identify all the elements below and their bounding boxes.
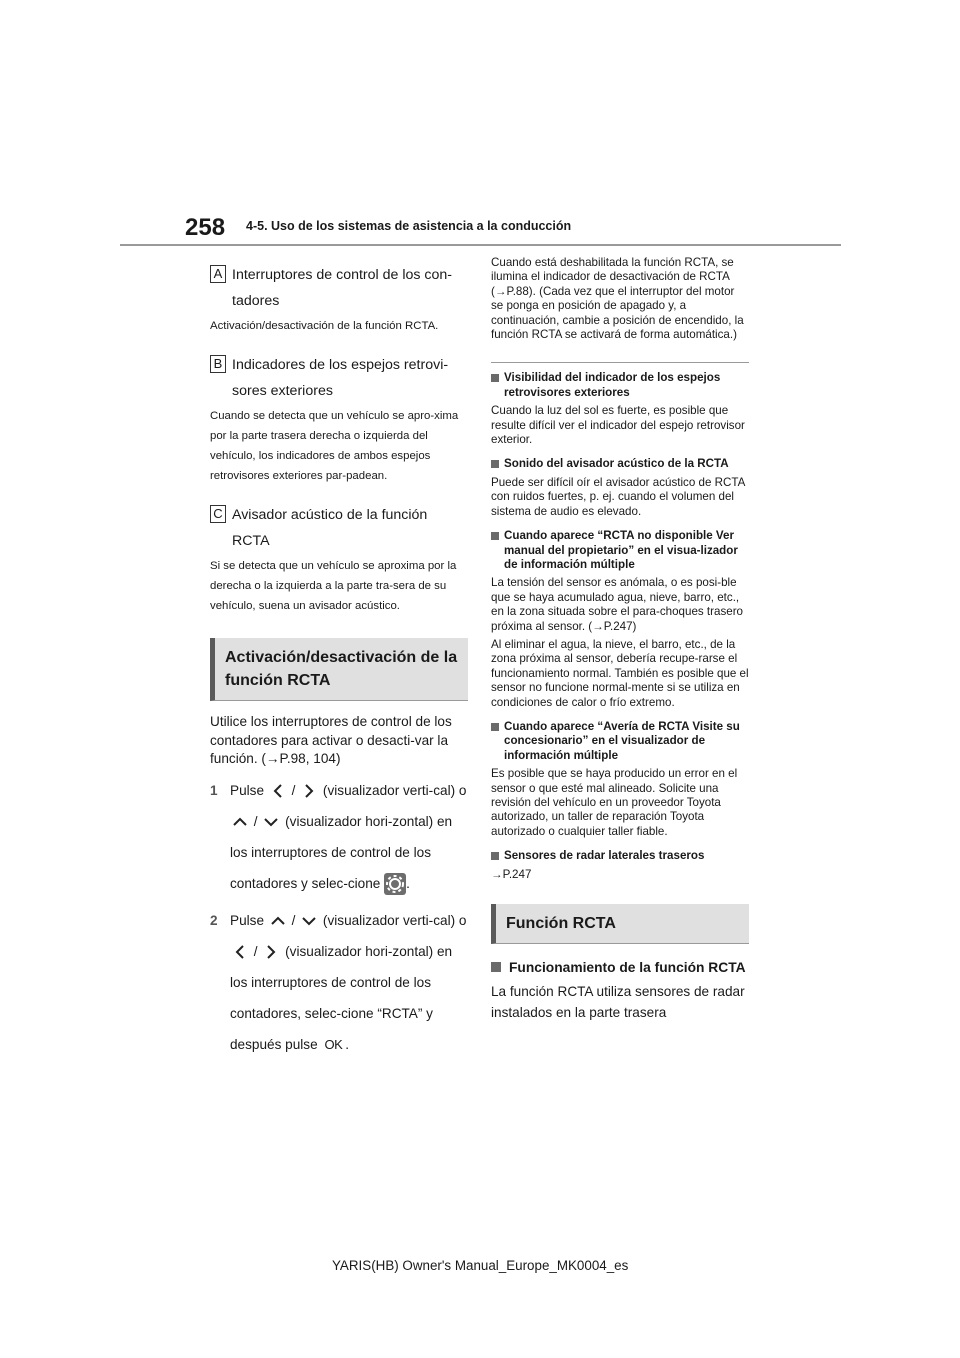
item-c-title: Avisador acústico de la función RCTA [232, 507, 428, 549]
item-a-desc: Activación/desactivación de la función RCTA. [210, 320, 439, 332]
step-2-text-c: (visualizador hori-zontal) en los interruptores de control de los contadores, selec-cione “RCTA” y después pulse [230, 943, 453, 1052]
chevron-right-icon [263, 944, 279, 960]
notes-divider [491, 362, 749, 363]
note-5-body: →P.247 [491, 867, 532, 881]
chevron-left-icon [270, 783, 286, 799]
note-2-body: Puede ser difícil oír el avisador acústico de RCTA con ruidos fuertes, p. ej. cuando el volumen del sistema de audio es elevado. [491, 475, 745, 518]
chevron-right-icon [301, 783, 317, 799]
function-heading: Función RCTA [491, 904, 749, 944]
bullet-square-icon [491, 723, 499, 731]
item-a [210, 262, 468, 336]
note-mirror-visibility [491, 371, 749, 447]
chevron-left-icon [232, 944, 248, 960]
section-title: 4-5. Uso de los sistemas de asistencia a la conducción [246, 219, 572, 233]
footer-manual-id: YARIS(HB) Owner's Manual_Europe_MK0004_es [332, 1258, 629, 1273]
chevron-down-icon [263, 814, 279, 830]
note-1-body: Cuando la luz del sol es fuerte, es posible que resulte difícil ver el indicador del espejo retrovisor exterior. [491, 404, 745, 447]
label-a: A [210, 265, 226, 283]
step-2-text-a: Pulse [230, 912, 265, 928]
step-2-slash-2: / [253, 943, 258, 959]
bullet-square-icon [491, 852, 499, 860]
bullet-square-icon [491, 532, 499, 540]
chevron-down-icon [301, 913, 317, 929]
step-1-slash-2: / [253, 813, 258, 829]
item-a-title: Interruptores de control de los con-tadores [232, 267, 453, 309]
step-1-text-a: Pulse [230, 782, 265, 798]
step-2-slash-1: / [291, 912, 296, 928]
page-number: 258 [185, 214, 226, 241]
step-2 [210, 905, 468, 1060]
ok-button-icon: OK [324, 1036, 343, 1052]
note-4-title: Cuando aparece “Avería de RCTA Visite su concesionario” en el visualizador de información múltiple [504, 719, 740, 762]
step-2-text-d: . [345, 1036, 350, 1052]
note-3-body-2: Al eliminar el agua, la nieve, el barro, etc., de la zona próxima al sensor, debería recupe-rarse el funcionamiento normal. También es posible que el sensor no funcione normal-mente si se utiliza en condiciones de calor o frío extremo. [491, 637, 749, 709]
note-1-title: Visibilidad del indicador de los espejos retrovisores exteriores [504, 371, 721, 399]
chevron-up-icon [232, 814, 248, 830]
left-column [210, 262, 468, 1060]
item-c-desc: Si se detecta que un vehículo se aproxima por la derecha o la izquierda a la parte tra-sera de su vehículo, suena un avisador acústico. [210, 560, 457, 612]
note-buzzer-sound [491, 457, 749, 519]
bullet-square-icon [491, 374, 499, 382]
activation-intro: Utilice los interruptores de control de los contadores para activar o desacti-var la función. (→P.98, 104) [210, 714, 452, 766]
item-b-title: Indicadores de los espejos retrovi-sores exteriores [232, 357, 449, 399]
function-subheading: Funcionamiento de la función RCTA [509, 960, 746, 976]
right-column [491, 256, 749, 1023]
step-1-text [230, 775, 468, 899]
note-2-title: Sonido del avisador acústico de la RCTA [504, 457, 729, 471]
bullet-square-icon [491, 460, 499, 468]
item-b-desc: Cuando se detecta que un vehículo se apro-xima por la parte trasera derecha o izquierda del vehículo, los indicadores de ambos espejos retrovisores exteriores par-padean. [210, 410, 459, 482]
step-1-text-d: . [406, 875, 410, 891]
step-2-number: 2 [210, 912, 218, 928]
note-rcta-unavailable [491, 529, 749, 710]
gear-icon [384, 873, 406, 895]
step-1-text-b: (visualizador verti-cal) o [322, 782, 467, 798]
chevron-up-icon [270, 913, 286, 929]
activation-heading: Activación/desactivación de la función RCTA [210, 638, 468, 701]
step-1-slash-1: / [291, 782, 296, 798]
bullet-square-icon [491, 962, 501, 972]
label-c: C [210, 505, 226, 523]
item-b [210, 352, 468, 486]
note-rcta-malfunction [491, 720, 749, 839]
note-radar-sensors [491, 849, 749, 882]
note-5-title: Sensores de radar laterales traseros [504, 849, 705, 863]
rcta-disabled-note: Cuando está deshabilitada la función RCTA, se ilumina el indicador de desactivación de RCTA (→P.88). (Cada vez que el interruptor del motor se ponga en posición de apagado y, a continuación, cambie a posición de encendido, la función RCTA se activará de forma automática.) [491, 256, 744, 342]
note-4-body: Es posible que se haya producido un error en el sensor o que esté mal alineado. Solicite una revisión del vehículo en un proveedor Toyota autorizado, un taller de reparación Toyota autorizado o cualquier taller fiable. [491, 767, 738, 838]
item-c [210, 502, 468, 616]
step-2-text-b: (visualizador verti-cal) o [322, 912, 467, 928]
step-2-text [230, 905, 468, 1060]
label-b: B [210, 355, 226, 373]
note-3-title: Cuando aparece “RCTA no disponible Ver manual del propietario” en el visua-lizador de información múltiple [504, 529, 738, 571]
step-1-number: 1 [210, 782, 218, 798]
step-1 [210, 775, 468, 899]
note-3-body-1: La tensión del sensor es anómala, o es posi-ble que se haya acumulado agua, nieve, barro, etc., en la zona situada sobre el para-choques trasero próxima al sensor. (→P.247) [491, 576, 743, 633]
step-1-text-c: (visualizador hori-zontal) en los interruptores de control de los contadores y selec-cione [230, 813, 453, 891]
function-text: La función RCTA utiliza sensores de radar instalados en la parte trasera [491, 984, 745, 1021]
header-divider [120, 244, 841, 246]
